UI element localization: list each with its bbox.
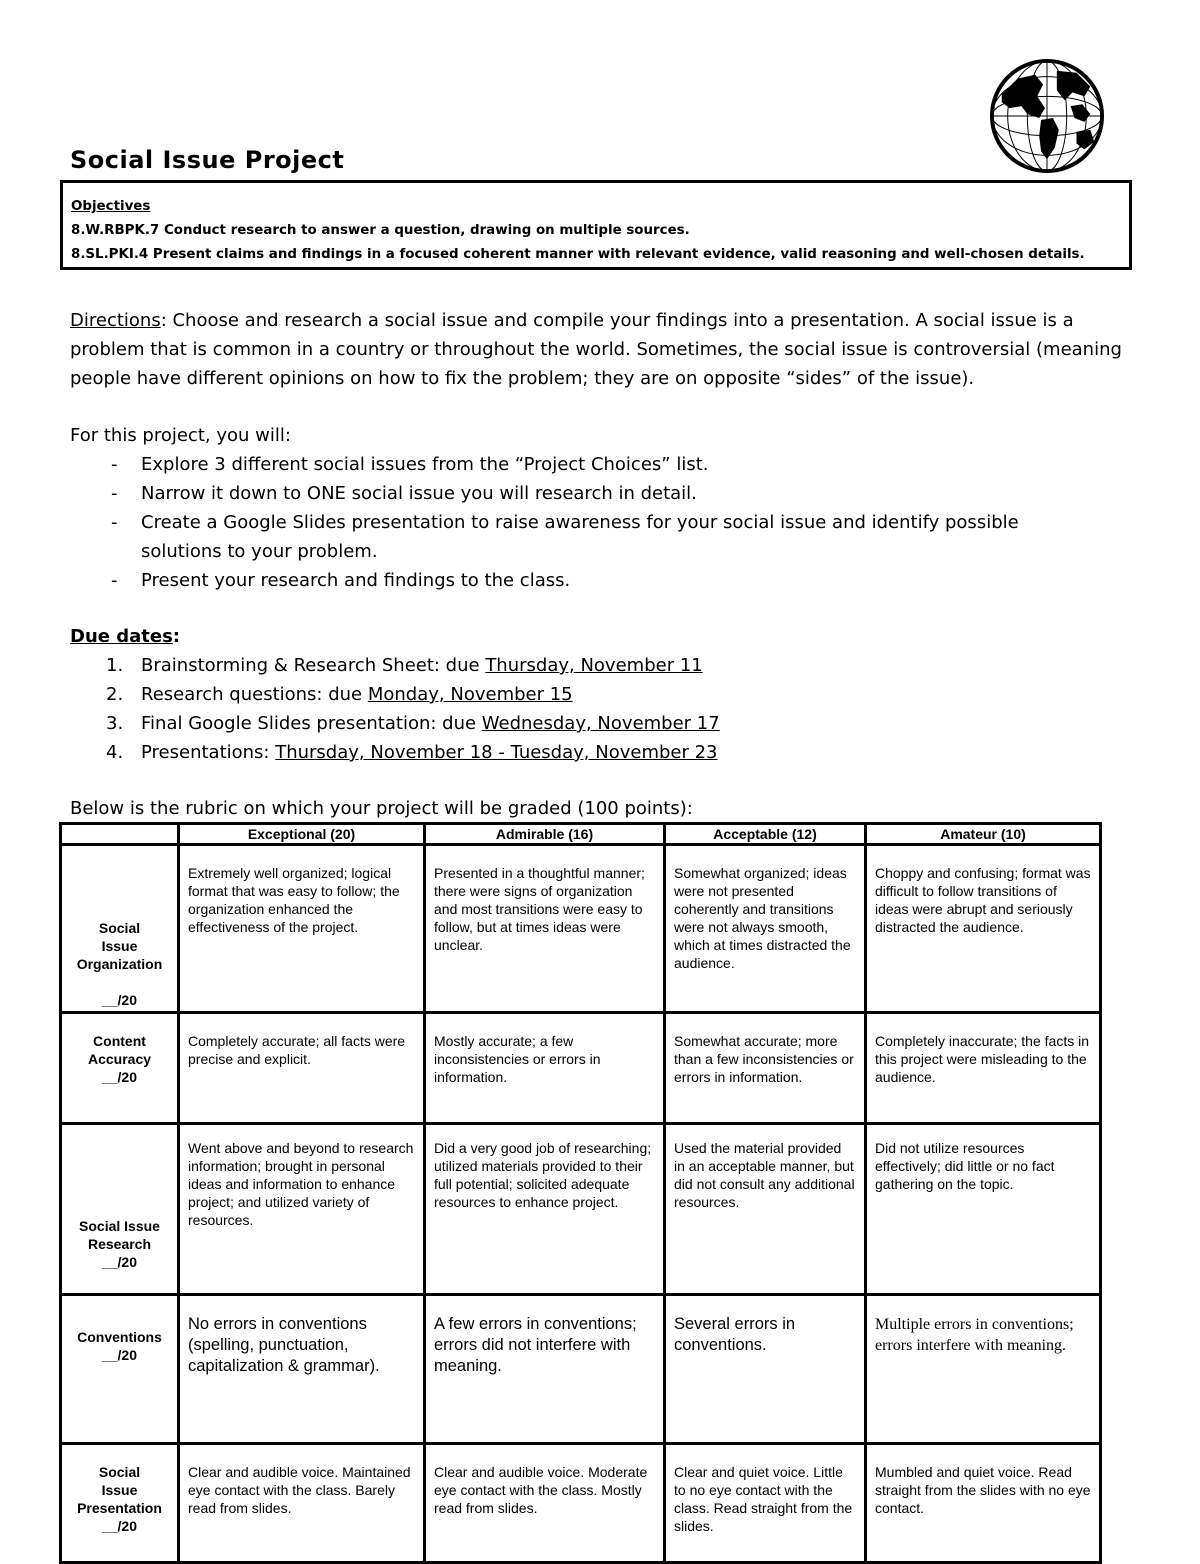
directions-text: : Choose and research a social issue and compile your findings into a presentation. A social issue is a problem that is common in a country or throughout the world. Sometimes, the social issue is controversial (meaning people have different opinions on how to fix the problem; they are on opposite “sides” of the issue). <box>70 310 1122 389</box>
table-cell: Mumbled and quiet voice. Read straight from the slides with no eye contact. <box>866 1444 1101 1563</box>
table-cell: Went above and beyond to research information; brought in personal ideas and information to enhance project; and utilized variety of resources. <box>179 1124 425 1295</box>
list-item: 3. Final Google Slides presentation: due Wednesday, November 17 <box>106 713 720 734</box>
criterion-cell: Conventions __/20 <box>61 1295 179 1444</box>
table-cell: Extremely well organized; logical format that was easy to follow; the organization enhanced the effectiveness of the project. <box>179 845 425 1013</box>
table-cell: Completely inaccurate; the facts in this project were misleading to the audience. <box>866 1013 1101 1124</box>
table-cell: Mostly accurate; a few inconsistencies or errors in information. <box>425 1013 665 1124</box>
list-item: 2. Research questions: due Monday, November 15 <box>106 684 573 705</box>
table-cell: Somewhat accurate; more than a few inconsistencies or errors in information. <box>665 1013 866 1124</box>
directions-paragraph <box>70 306 1140 393</box>
column-header: Exceptional (20) <box>179 824 425 845</box>
rubric-table <box>59 822 1102 1564</box>
table-cell: Multiple errors in conventions; errors interfere with meaning. <box>866 1295 1101 1444</box>
objectives-box <box>60 180 1132 270</box>
list-item: 4. Presentations: Thursday, November 18 - Tuesday, November 23 <box>106 742 718 763</box>
rubric-intro: Below is the rubric on which your project will be graded (100 points): <box>70 798 693 819</box>
table-row <box>61 1124 1101 1295</box>
table-cell: Did a very good job of researching; utilized materials provided to their full potential; solicited adequate resources to enhance project. <box>425 1124 665 1295</box>
table-cell: Clear and audible voice. Maintained eye contact with the class. Barely read from slides. <box>179 1444 425 1563</box>
table-cell: Choppy and confusing; format was difficult to follow transitions of ideas were abrupt and seriously distracted the audience. <box>866 845 1101 1013</box>
list-item: 1. Brainstorming & Research Sheet: due Thursday, November 11 <box>106 655 703 676</box>
table-row <box>61 1444 1101 1563</box>
table-cell: Used the material provided in an acceptable manner, but did not consult any additional resources. <box>665 1124 866 1295</box>
table-row <box>61 1013 1101 1124</box>
column-header: Acceptable (12) <box>665 824 866 845</box>
table-row <box>61 845 1101 1013</box>
list-item: - Narrow it down to ONE social issue you will research in detail. <box>111 483 697 504</box>
table-row <box>61 1295 1101 1444</box>
objective-item: 8.W.RBPK.7 Conduct research to answer a question, drawing on multiple sources. <box>71 223 690 238</box>
table-cell: Did not utilize resources effectively; did little or no fact gathering on the topic. <box>866 1124 1101 1295</box>
project-intro: For this project, you will: <box>70 425 291 446</box>
due-dates-heading: Due dates: <box>70 626 180 647</box>
table-cell: Presented in a thoughtful manner; there were signs of organization and most transitions were easy to follow, but at times ideas were unclear. <box>425 845 665 1013</box>
column-header: Amateur (10) <box>866 824 1101 845</box>
column-header: Admirable (16) <box>425 824 665 845</box>
table-cell: Somewhat organized; ideas were not presented coherently and transitions were not always smooth, which at times distracted the audience. <box>665 845 866 1013</box>
globe-icon <box>988 57 1106 175</box>
table-header-row <box>61 824 1101 845</box>
table-cell: No errors in conventions (spelling, punctuation, capitalization & grammar). <box>179 1295 425 1444</box>
directions-label: Directions <box>70 310 161 331</box>
table-cell: Several errors in conventions. <box>665 1295 866 1444</box>
table-cell: A few errors in conventions; errors did not interfere with meaning. <box>425 1295 665 1444</box>
table-cell: Clear and quiet voice. Little to no eye contact with the class. Read straight from the slides. <box>665 1444 866 1563</box>
list-item: - Create a Google Slides presentation to raise awareness for your social issue and identify possible solutions to your problem. <box>111 512 1019 562</box>
criterion-cell: Social Issue Research __/20 <box>61 1124 179 1295</box>
criterion-cell: Social Issue Organization __/20 <box>61 845 179 1013</box>
table-cell: Clear and audible voice. Moderate eye contact with the class. Mostly read from slides. <box>425 1444 665 1563</box>
page-title: Social Issue Project <box>70 146 345 174</box>
project-tasks <box>70 421 1140 595</box>
list-item: - Present your research and findings to the class. <box>111 570 571 591</box>
table-cell: Completely accurate; all facts were precise and explicit. <box>179 1013 425 1124</box>
list-item: - Explore 3 different social issues from the “Project Choices” list. <box>111 454 709 475</box>
criterion-cell: Content Accuracy __/20 <box>61 1013 179 1124</box>
criterion-cell: Social Issue Presentation __/20 <box>61 1444 179 1563</box>
objective-item: 8.SL.PKI.4 Present claims and findings in a focused coherent manner with relevant evidence, valid reasoning and well-chosen details. <box>71 247 1085 262</box>
due-dates-list <box>70 651 1140 767</box>
column-header <box>61 824 179 845</box>
objectives-heading: Objectives <box>71 199 151 214</box>
